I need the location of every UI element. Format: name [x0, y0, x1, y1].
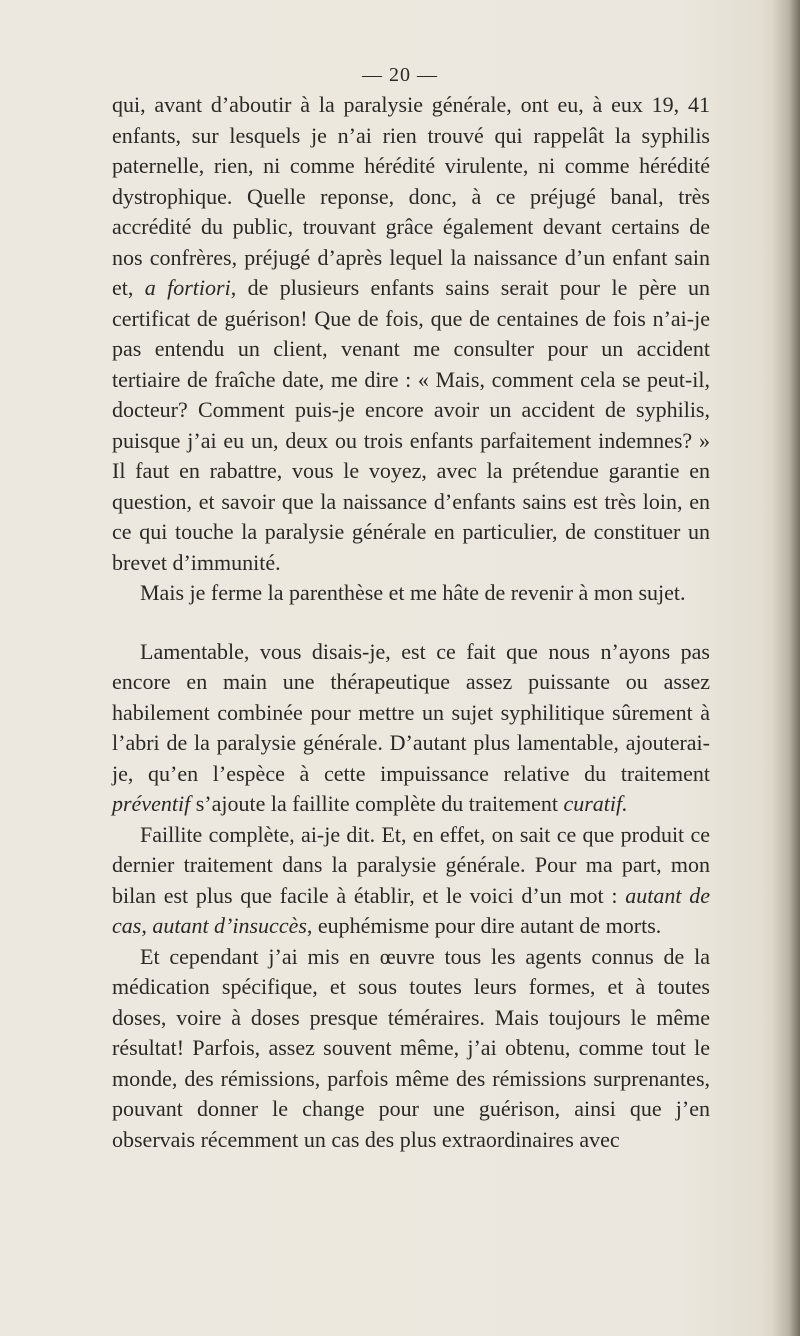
text-run: Faillite complète, ai-je dit. Et, en effet, on sait ce que produit ce dernier traitement dans la paralysie générale. Pour ma part, mon bilan est plus que facile à établir, et le voici d’un mot :: [112, 821, 710, 908]
text-run: Lamentable, vous disais-je, est ce fait que nous n’ayons pas encore en main une thérapeutique assez puissante ou assez habilement combinée pour mettre un sujet syphilitique sûrement à l’abri de la paralysie générale. D’autant plus lamentable, ajouterai-je, qu’en l’espèce à cette impuissance relative du traitement: [112, 638, 710, 786]
paragraph-1: [112, 90, 710, 578]
paragraph-3: [112, 637, 710, 820]
italic-text-run: a fortiori: [144, 275, 231, 300]
text-run: qui, avant d’aboutir à la paralysie générale, ont eu, à eux 19, 41 enfants, sur lesquels je n’ai rien trouvé qui rappelât la syphilis paternelle, rien, ni comme hérédité virulente, ni comme hérédité dystrophique. Quelle reponse, donc, à ce préjugé banal, très accrédité du public, trouvant grâce également devant certains de nos confrères, préjugé d’après lequel la naissance d’un enfant sain et,: [112, 92, 710, 300]
italic-text-run: préventif: [112, 791, 191, 816]
body-text: [112, 90, 710, 1155]
italic-text-run: autant de cas: [112, 882, 710, 938]
paragraph-2: [112, 578, 710, 609]
text-run: s’ajoute la faillite complète du traitement: [190, 791, 564, 816]
page-number: — 20 —: [362, 64, 438, 86]
text-run: ,: [141, 913, 153, 938]
text-run: , de plusieurs enfants sains serait pour le père un certificat de guérison! Que de fois, que de centaines de fois n’ai-je pas entendu un client, venant me consulter pour un accident tertiaire de fraîche date, me dire : « Mais, comment cela se peut-il, docteur? Comment puis-je encore avoir un accident de syphilis, puisque j’ai eu un, deux ou trois enfants parfaitement indemnes? » Il faut en rabattre, vous le voyez, avec la prétendue garantie en question, et savoir que la naissance d’enfants sains est très loin, en ce qui touche la paralysie générale en particulier, de constituer un brevet d’immunité.: [112, 275, 710, 575]
text-run: Et cependant j’ai mis en œuvre tous les agents connus de la médication spécifique, et sous toutes leurs formes, et à toutes doses, voire à doses presque téméraires. Mais toujours le même résultat! Parfois, assez souvent même, j’ai obtenu, comme tout le monde, des rémissions, parfois même des rémissions surprenantes, pouvant donner le change pour une guérison, ainsi que j’en observais récemment un cas des plus extraordinaires avec: [112, 943, 710, 1152]
paragraph-5: [112, 942, 710, 1156]
page-binding-shadow: [772, 0, 800, 1336]
italic-text-run: curatif.: [563, 791, 628, 816]
paragraph-4: [112, 820, 710, 942]
italic-text-run: autant d’insuccès: [152, 913, 307, 938]
text-run: Mais je ferme la parenthèse et me hâte de revenir à mon sujet.: [140, 580, 686, 605]
text-run: , euphémisme pour dire autant de morts.: [306, 913, 662, 938]
